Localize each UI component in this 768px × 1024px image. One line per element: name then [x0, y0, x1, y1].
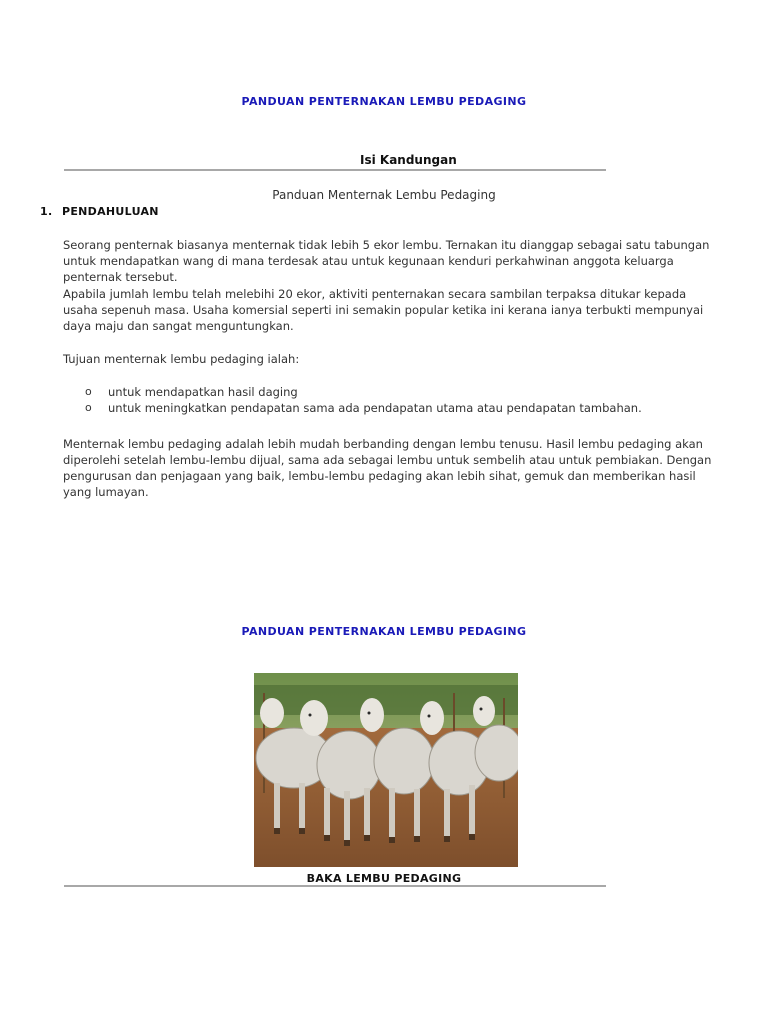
- section-number: 1.: [40, 205, 53, 218]
- divider: [64, 169, 606, 171]
- page2-title: PANDUAN PENTERNAKAN LEMBU PEDAGING: [241, 625, 527, 638]
- list-item: [63, 384, 723, 400]
- paragraph-1: Seorang penternak biasanya menternak tidak lebih 5 ekor lembu. Ternakan itu dianggap sebagai satu tabungan untuk mendapatkan wang di mana terdesak atau untuk kegunaan kenduri perkahwinan anggota keluarga penternak tersebut.: [63, 238, 710, 284]
- photo-caption: BAKA LEMBU PEDAGING: [306, 872, 462, 885]
- bullet-marker: o: [85, 385, 92, 398]
- divider: [64, 885, 606, 887]
- cattle-photo: [254, 673, 518, 867]
- list-item: [63, 400, 723, 416]
- toc-subtitle: Panduan Menternak Lembu Pedaging: [272, 188, 496, 202]
- document-title: PANDUAN PENTERNAKAN LEMBU PEDAGING: [241, 95, 527, 108]
- bullet-marker: o: [85, 401, 92, 414]
- toc-title: Isi Kandungan: [360, 153, 457, 167]
- paragraph-2: Apabila jumlah lembu telah melebihi 20 ekor, aktiviti penternakan secara sambilan terpaksa ditukar kepada usaha sepenuh masa. Usaha komersial seperti ini semakin popular ketika ini kerana ianya terbukti mempunyai daya maju dan sangat menguntungkan.: [63, 287, 704, 333]
- paragraph-4: Menternak lembu pedaging adalah lebih mudah berbanding dengan lembu tenusu. Hasil lembu pedaging akan diperolehi setelah lembu-lembu dijual, sama ada sebagai lembu untuk sembelih atau untuk pembiakan. Dengan pengurusan dan penjagaan yang baik, lembu-lembu pedaging akan lebih sihat, gemuk dan memberikan hasil yang lumayan.: [63, 437, 712, 499]
- paragraph-3: Tujuan menternak lembu pedaging ialah:: [63, 352, 300, 366]
- list-item-text: untuk meningkatkan pendapatan sama ada pendapatan utama atau pendapatan tambahan.: [108, 401, 642, 415]
- section-title: PENDAHULUAN: [62, 205, 159, 218]
- section-heading: [40, 205, 159, 218]
- purpose-list: [63, 384, 723, 416]
- cattle-image: [254, 673, 518, 867]
- list-item-text: untuk mendapatkan hasil daging: [108, 385, 298, 399]
